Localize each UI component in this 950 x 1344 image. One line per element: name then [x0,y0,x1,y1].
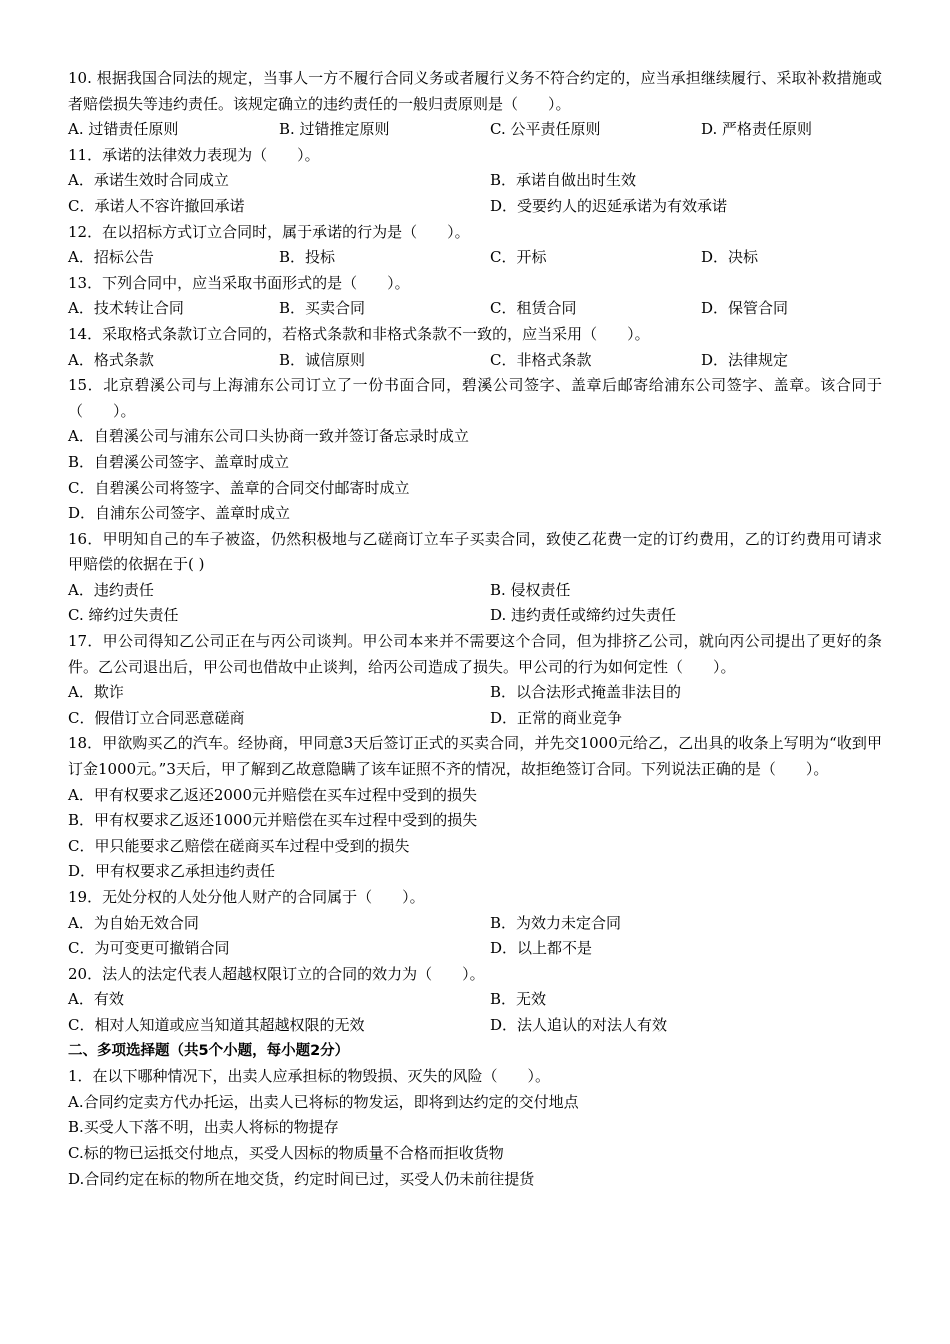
option-row [68,245,882,271]
question-stem: 16．甲明知自己的车子被盗，仍然积极地与乙磋商订立车子买卖合同，致使乙花费一定的订约费用，乙的订约费用可请求甲赔偿的依据在于( ) [68,529,882,574]
option-d: D．正常的商业竞争 [490,708,623,727]
section-heading: 二、多项选择题（共5个小题，每小题2分） [68,1042,350,1059]
question-stem: 10. 根据我国合同法的规定，当事人一方不履行合同义务或者履行义务不符合约定的，应当承担继续履行、采取补救措施或者赔偿损失等违约责任。该规定确立的违约责任的一般归责原则是（ ）。 [68,69,882,113]
option-a: A．招标公告 [68,248,154,267]
option-a: A. 过错责任原则 [68,120,179,139]
option-row [68,117,882,143]
question-stem: 20．法人的法定代表人超越权限订立的合同的效力为（ ）。 [68,964,485,983]
option-a: A．格式条款 [68,350,154,369]
option-c: C．承诺人不容许撤回承诺 [68,196,245,215]
question-stem: 12．在以招标方式订立合同时，属于承诺的行为是（ ）。 [68,222,470,241]
question-stem: 19．无处分权的人处分他人财产的合同属于（ ）。 [68,888,425,906]
multi-question-1 [68,1064,882,1192]
option-row [68,706,882,732]
option-a: A．为自始无效合同 [68,913,199,932]
question-13 [68,271,882,322]
option-d: D．以上都不是 [490,939,593,958]
option-d: D．决标 [701,248,759,267]
option-b: B．诚信原则 [279,350,366,369]
option-a: A．技术转让合同 [68,299,184,318]
option-b: B．买卖合同 [279,299,366,318]
option-c: C.标的物已运抵交付地点，买受人因标的物质量不合格而拒收货物 [68,1143,504,1162]
question-stem: 13．下列合同中，应当采取书面形式的是（ ）。 [68,273,410,292]
question-20 [68,962,882,1039]
option-c: C．租赁合同 [490,299,577,318]
option-d: D．自浦东公司签字、盖章时成立 [68,504,291,523]
exam-page [68,66,882,1192]
option-b: B．为效力未定合同 [490,913,622,932]
option-b: B．自碧溪公司签字、盖章时成立 [68,452,290,471]
option-d: D．受要约人的迟延承诺为有效承诺 [490,196,728,215]
option-row [68,578,882,604]
option-row [68,680,882,706]
question-stem: 15．北京碧溪公司与上海浦东公司订立了一份书面合同，碧溪公司签字、盖章后邮寄给浦东公司签字、盖章。该合同于（ ）。 [68,376,882,420]
option-d: D．保管合同 [701,299,789,318]
option-c: C．为可变更可撤销合同 [68,939,230,958]
option-row [68,168,882,194]
question-stem: 11．承诺的法律效力表现为（ ）。 [68,145,320,164]
option-c: C．甲只能要求乙赔偿在磋商买车过程中受到的损失 [68,836,410,855]
option-d: D.合同约定在标的物所在地交货，约定时间已过，买受人仍未前往提货 [68,1169,535,1188]
option-b: B．以合法形式掩盖非法目的 [490,683,682,702]
option-b: B．无效 [490,990,547,1009]
option-a: A．自碧溪公司与浦东公司口头协商一致并签订备忘录时成立 [68,427,469,446]
option-c: C．假借订立合同恶意磋商 [68,708,245,727]
option-row [68,1013,882,1039]
option-c: C．开标 [490,248,547,267]
option-row [68,936,882,962]
question-19 [68,885,882,962]
option-row [68,987,882,1013]
question-10 [68,66,882,143]
option-c: C. 缔约过失责任 [68,606,179,625]
option-a: A．欺诈 [68,683,124,702]
option-b: B．承诺自做出时生效 [490,171,637,190]
question-11 [68,143,882,220]
option-row [68,603,882,629]
option-c: C. 公平责任原则 [490,120,601,139]
option-d: D. 违约责任或缔约过失责任 [490,606,677,625]
option-b: B. 侵权责任 [490,580,571,599]
question-12 [68,220,882,271]
question-18 [68,731,882,885]
option-c: C．非格式条款 [490,350,592,369]
option-b: B．投标 [279,248,336,267]
option-row [68,296,882,322]
question-stem: 17．甲公司得知乙公司正在与丙公司谈判。甲公司本来并不需要这个合同，但为排挤乙公司，就向丙公司提出了更好的条件。乙公司退出后，甲公司也借故中止谈判，给丙公司造成了损失。甲公司的行为如何定性（ ）。 [68,632,882,676]
option-b: B.买受人下落不明，出卖人将标的物提存 [68,1118,339,1137]
option-b: B．甲有权要求乙返还1000元并赔偿在买车过程中受到的损失 [68,811,478,830]
question-stem: 14．采取格式条款订立合同的，若格式条款和非格式条款不一致的，应当采用（ ）。 [68,324,650,343]
question-15 [68,373,882,527]
option-a: A．甲有权要求乙返还2000元并赔偿在买车过程中受到的损失 [68,785,478,804]
option-row [68,348,882,374]
option-d: D．甲有权要求乙承担违约责任 [68,862,276,881]
option-c: C．相对人知道或应当知道其超越权限的无效 [68,1015,365,1034]
option-d: D．法人追认的对法人有效 [490,1015,668,1034]
option-d: D. 严格责任原则 [701,120,813,139]
question-17 [68,629,882,731]
option-row [68,911,882,937]
option-a: A．承诺生效时合同成立 [68,171,229,190]
option-d: D．法律规定 [701,350,789,369]
option-a: A.合同约定卖方代办托运，出卖人已将标的物发运，即将到达约定的交付地点 [68,1092,579,1111]
question-16 [68,527,882,629]
option-a: A．违约责任 [68,580,154,599]
question-stem: 1．在以下哪种情况下，出卖人应承担标的物毁损、灭失的风险（ ）。 [68,1067,551,1086]
option-a: A．有效 [68,990,124,1009]
option-b: B. 过错推定原则 [279,120,390,139]
option-c: C．自碧溪公司将签字、盖章的合同交付邮寄时成立 [68,478,410,497]
option-row [68,194,882,220]
question-stem: 18．甲欲购买乙的汽车。经协商，甲同意3天后签订正式的买卖合同，并先交1000元给乙，乙出具的收条上写明为“收到甲订金1000元。”3天后，甲了解到乙故意隐瞒了该车证照不齐的情况，故拒绝签订合同。下列说法正确的是（ ）。 [68,734,882,779]
question-14 [68,322,882,373]
